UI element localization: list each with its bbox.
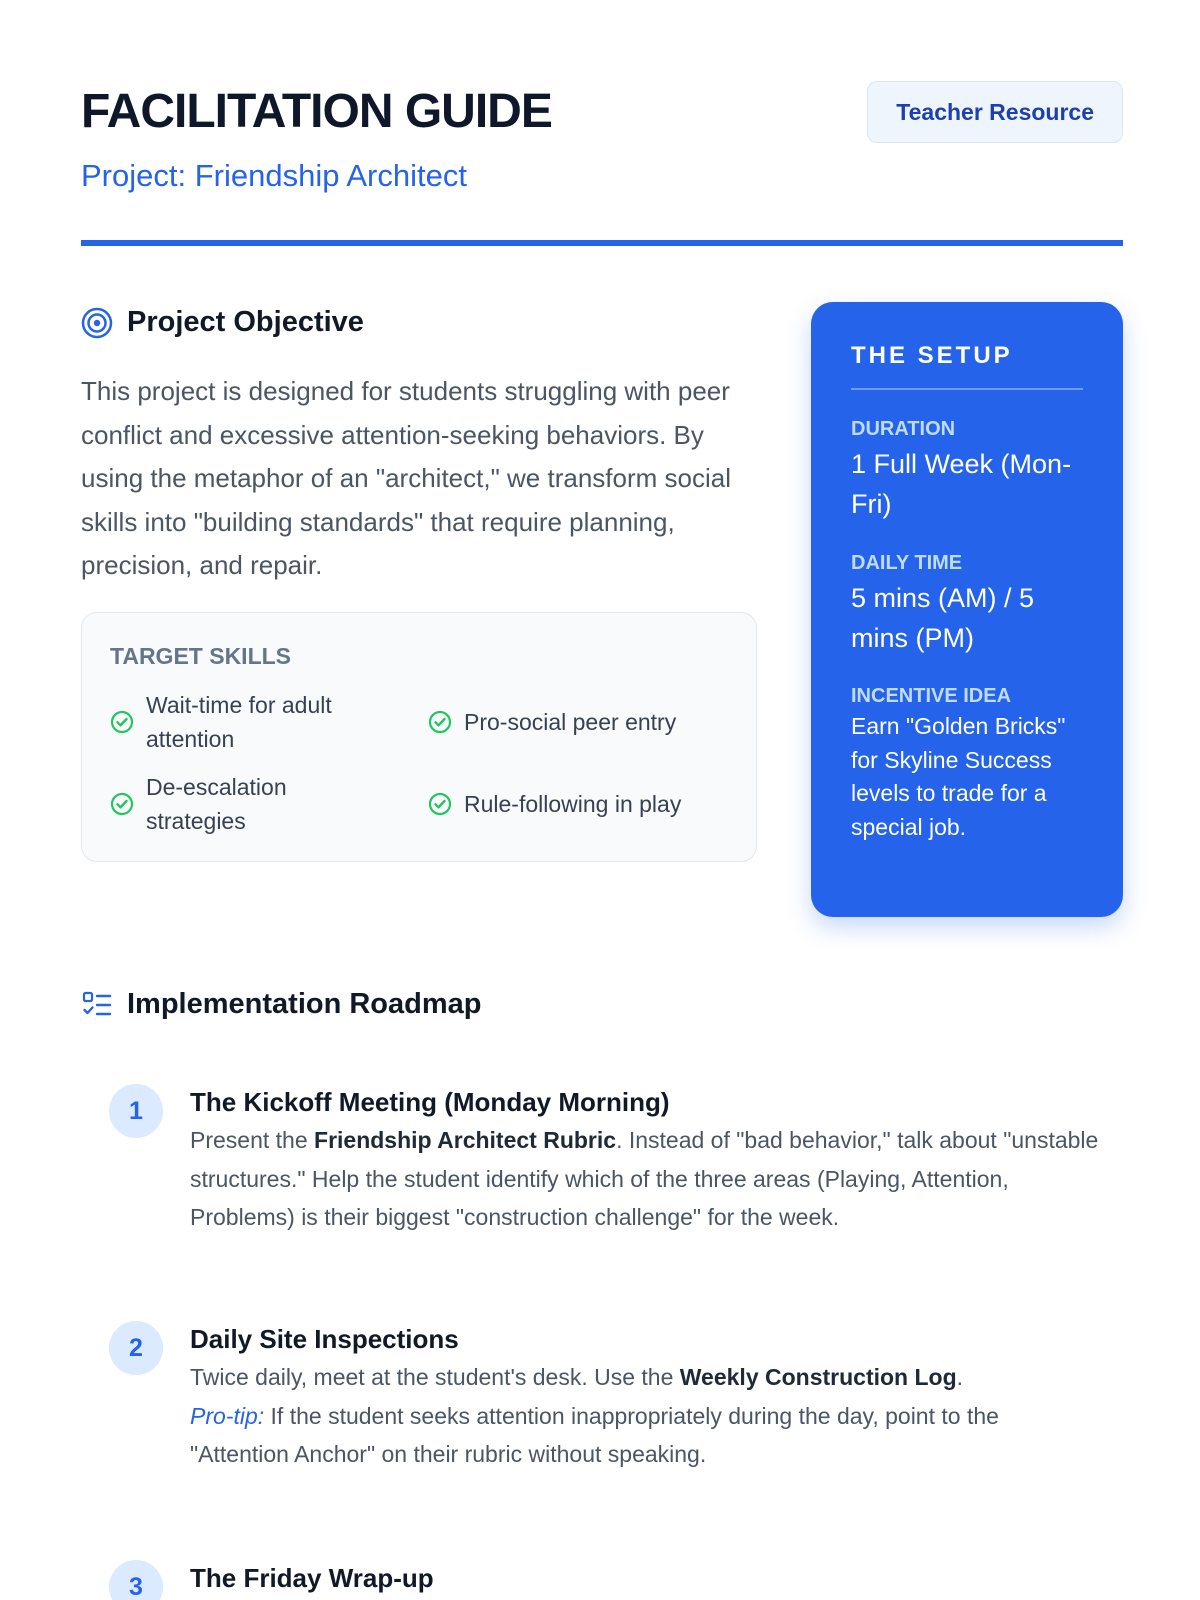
skill-label: Wait-time for adult attention (146, 692, 332, 752)
step-title: The Friday Wrap-up (190, 1563, 434, 1593)
daily-time-value: 5 mins (AM) / 5 mins (PM) (851, 583, 1035, 653)
check-circle-icon (428, 710, 452, 734)
objective-text: This project is designed for students struggling with peer conflict and excessive attention-seeking behaviors. By using the metaphor of an "architect," we transform social skills into "building standards" that require planning, precision, and repair. (81, 376, 731, 580)
skill-item (428, 770, 738, 838)
roadmap-title: Implementation Roadmap (127, 988, 482, 1020)
header (81, 80, 1123, 193)
check-circle-icon (428, 792, 452, 816)
target-skills-title: TARGET SKILLS (110, 643, 292, 669)
step-number: 2 (109, 1321, 163, 1375)
incentive-value: Earn "Golden Bricks" for Skyline Success levels to trade for a special job. (851, 713, 1066, 840)
skill-label: Rule-following in play (464, 791, 682, 817)
setup-divider (851, 388, 1083, 390)
check-circle-icon (110, 710, 134, 734)
skill-item (110, 688, 380, 756)
step-description: Twice daily, meet at the student's desk. Use the Weekly Construction Log. Pro-tip: If the student seeks attention inappropriately during the day, point to the "Attention Anchor" on their rubric without speaking. (190, 1364, 999, 1467)
step-title: The Kickoff Meeting (Monday Morning) (190, 1087, 670, 1117)
duration-label: DURATION (851, 418, 956, 440)
skill-item (428, 688, 738, 756)
log-emphasis: Weekly Construction Log (679, 1364, 957, 1390)
skill-item (110, 770, 380, 838)
target-skills-card (81, 612, 757, 862)
objective-heading (81, 306, 364, 339)
roadmap-heading (81, 988, 482, 1021)
header-divider (81, 240, 1123, 246)
step-description: Present the Friendship Architect Rubric. Instead of "bad behavior," talk about "unstable structures." Help the student identify which of the three areas (Playing, Attention, Problems) is their biggest "construction challenge" for the week. (190, 1127, 1099, 1230)
objective-title: Project Objective (127, 306, 364, 338)
step-number: 3 (109, 1560, 163, 1600)
rubric-emphasis: Friendship Architect Rubric (314, 1127, 617, 1153)
setup-card (811, 302, 1123, 917)
checklist-icon (81, 989, 113, 1021)
duration-value: 1 Full Week (Mon-Fri) (851, 449, 1072, 519)
step-number: 1 (109, 1084, 163, 1138)
skill-label: De-escalation strategies (146, 774, 287, 834)
pro-tip-label: Pro-tip: (190, 1402, 265, 1429)
target-icon (81, 307, 113, 339)
check-circle-icon (110, 792, 134, 816)
page-title: FACILITATION GUIDE (81, 85, 552, 138)
project-subtitle: Project: Friendship Architect (81, 158, 467, 193)
incentive-label: INCENTIVE IDEA (851, 685, 1012, 707)
teacher-resource-badge: Teacher Resource (867, 81, 1123, 143)
skill-label: Pro-social peer entry (464, 709, 677, 735)
daily-time-label: DAILY TIME (851, 552, 963, 574)
setup-title: THE SETUP (851, 342, 1013, 369)
step-title: Daily Site Inspections (190, 1324, 459, 1354)
